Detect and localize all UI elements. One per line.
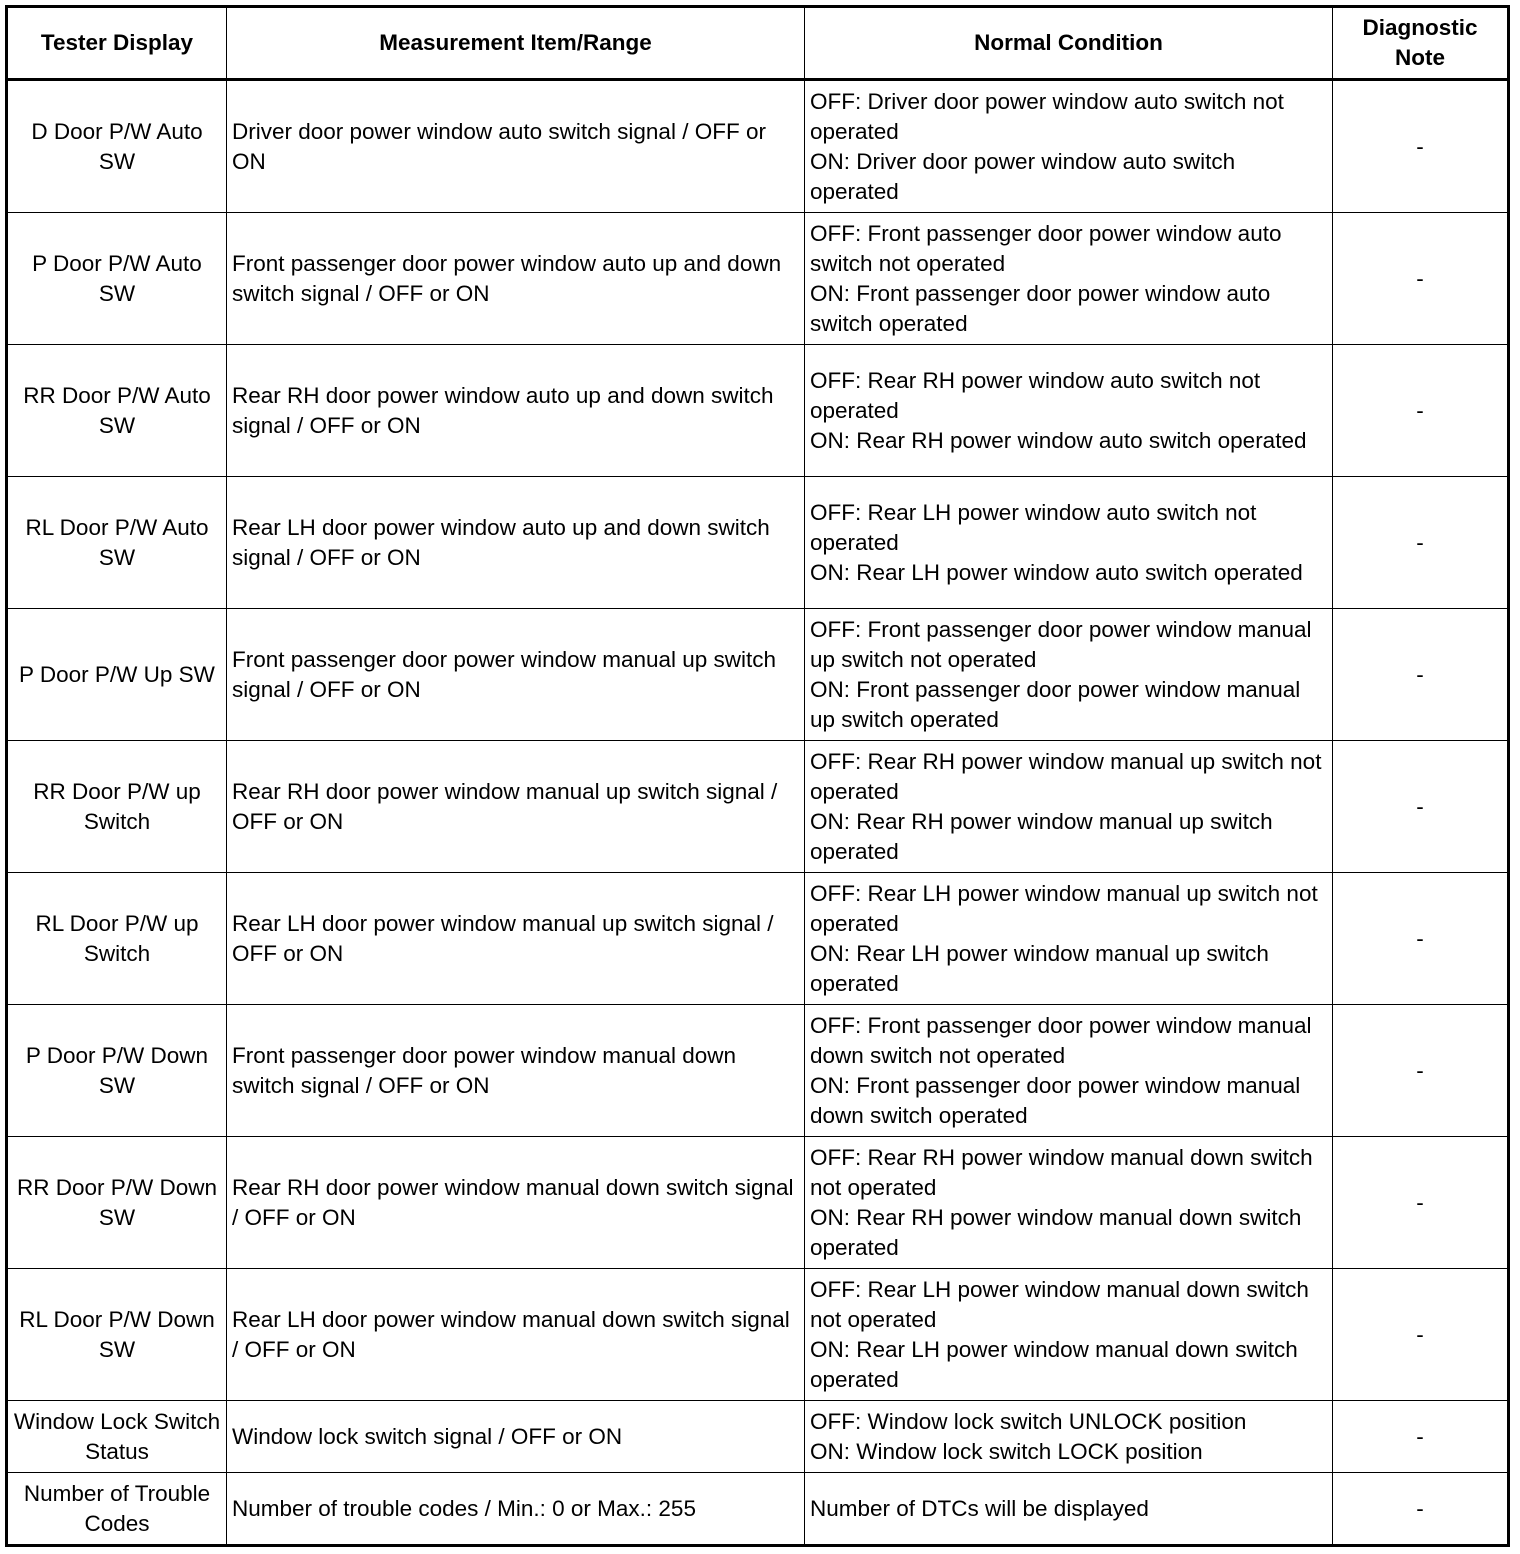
tester-display-cell: RL Door P/W up Switch [7,873,227,1005]
measurement-cell: Rear LH door power window manual up switch signal / OFF or ON [227,873,805,1005]
normal-condition-on: ON: Rear LH power window auto switch operated [810,559,1303,585]
normal-condition-off: OFF: Driver door power window auto switch not operated [810,88,1284,144]
normal-condition-cell [805,477,1333,609]
diagnostic-note-cell: - [1333,1005,1509,1137]
measurement-cell: Front passenger door power window manual up switch signal / OFF or ON [227,609,805,741]
tester-display-cell: RR Door P/W up Switch [7,741,227,873]
diagnostic-note-cell: - [1333,477,1509,609]
measurement-cell: Rear LH door power window auto up and down switch signal / OFF or ON [227,477,805,609]
diagnostic-note-cell: - [1333,873,1509,1005]
normal-condition-off: OFF: Rear RH power window auto switch not operated [810,367,1261,423]
tester-display-cell: P Door P/W Auto SW [7,213,227,345]
normal-condition-cell [805,1137,1333,1269]
table-row [7,741,1509,873]
normal-condition-cell [805,213,1333,345]
tester-display-cell: RR Door P/W Down SW [7,1137,227,1269]
table-row [7,1401,1509,1473]
normal-condition-cell [805,609,1333,741]
normal-condition-on: ON: Front passenger door power window manual up switch operated [810,676,1301,732]
table-row [7,213,1509,345]
tester-display-cell: P Door P/W Down SW [7,1005,227,1137]
tester-display-cell: Window Lock Switch Status [7,1401,227,1473]
diagnostic-note-cell: - [1333,609,1509,741]
normal-condition-off: OFF: Window lock switch UNLOCK position [810,1408,1247,1434]
table-row [7,873,1509,1005]
tester-display-cell: RR Door P/W Auto SW [7,345,227,477]
normal-condition-cell [805,1269,1333,1401]
normal-condition-cell [805,873,1333,1005]
diagnostic-note-cell: - [1333,1473,1509,1546]
diagnostic-note-cell: - [1333,741,1509,873]
header-diagnostic-note: Diagnostic Note [1333,7,1509,80]
table-row [7,1137,1509,1269]
normal-condition-cell [805,80,1333,213]
measurement-cell: Driver door power window auto switch signal / OFF or ON [227,80,805,213]
diagnostic-note-cell: - [1333,1401,1509,1473]
normal-condition-on: ON: Rear RH power window manual down switch operated [810,1204,1302,1260]
tester-display-cell: RL Door P/W Auto SW [7,477,227,609]
normal-condition-off: OFF: Front passenger door power window manual down switch not operated [810,1012,1312,1068]
measurement-cell: Front passenger door power window auto up and down switch signal / OFF or ON [227,213,805,345]
header-measurement-item-range: Measurement Item/Range [227,7,805,80]
diagnostic-note-cell: - [1333,213,1509,345]
normal-condition-cell [805,1401,1333,1473]
measurement-cell: Number of trouble codes / Min.: 0 or Max.: 255 [227,1473,805,1546]
diagnostic-note-cell: - [1333,1137,1509,1269]
table-row [7,477,1509,609]
normal-condition-on: ON: Window lock switch LOCK position [810,1438,1203,1464]
normal-condition-cell [805,1473,1333,1546]
tester-display-table [5,5,1510,1547]
normal-condition-off: OFF: Rear RH power window manual down switch not operated [810,1144,1313,1200]
normal-condition-cell [805,741,1333,873]
diagnostic-note-cell: - [1333,1269,1509,1401]
normal-condition-off: OFF: Rear LH power window manual up switch not operated [810,880,1318,936]
measurement-cell: Rear LH door power window manual down switch signal / OFF or ON [227,1269,805,1401]
table-row [7,345,1509,477]
normal-condition-on: ON: Rear RH power window auto switch operated [810,427,1307,453]
normal-condition-off: OFF: Rear RH power window manual up switch not operated [810,748,1322,804]
measurement-cell: Front passenger door power window manual down switch signal / OFF or ON [227,1005,805,1137]
measurement-cell: Rear RH door power window manual down switch signal / OFF or ON [227,1137,805,1269]
measurement-cell: Rear RH door power window auto up and down switch signal / OFF or ON [227,345,805,477]
tester-display-cell: D Door P/W Auto SW [7,80,227,213]
normal-condition-off: OFF: Rear LH power window auto switch not operated [810,499,1257,555]
table-row [7,1473,1509,1546]
measurement-cell: Window lock switch signal / OFF or ON [227,1401,805,1473]
table-row [7,1269,1509,1401]
measurement-cell: Rear RH door power window manual up switch signal / OFF or ON [227,741,805,873]
tester-display-cell: P Door P/W Up SW [7,609,227,741]
normal-condition-off: OFF: Front passenger door power window auto switch not operated [810,220,1282,276]
normal-condition-on: ON: Rear LH power window manual up switch operated [810,940,1269,996]
table-row [7,1005,1509,1137]
normal-condition-on: ON: Rear LH power window manual down switch operated [810,1336,1298,1392]
diagnostic-note-cell: - [1333,345,1509,477]
normal-condition-on: ON: Front passenger door power window manual down switch operated [810,1072,1301,1128]
table-header-row [7,7,1509,80]
normal-condition-off: OFF: Rear LH power window manual down switch not operated [810,1276,1309,1332]
normal-condition-off: OFF: Front passenger door power window manual up switch not operated [810,616,1312,672]
normal-condition-on: ON: Driver door power window auto switch operated [810,148,1236,204]
header-tester-display: Tester Display [7,7,227,80]
table-row [7,80,1509,213]
tester-display-cell: RL Door P/W Down SW [7,1269,227,1401]
diagnostic-note-cell: - [1333,80,1509,213]
normal-condition-cell [805,1005,1333,1137]
header-normal-condition: Normal Condition [805,7,1333,80]
table-row [7,609,1509,741]
normal-condition-on: ON: Front passenger door power window auto switch operated [810,280,1271,336]
tester-display-cell: Number of Trouble Codes [7,1473,227,1546]
normal-condition-text: Number of DTCs will be displayed [810,1495,1149,1521]
normal-condition-cell [805,345,1333,477]
normal-condition-on: ON: Rear RH power window manual up switch operated [810,808,1273,864]
